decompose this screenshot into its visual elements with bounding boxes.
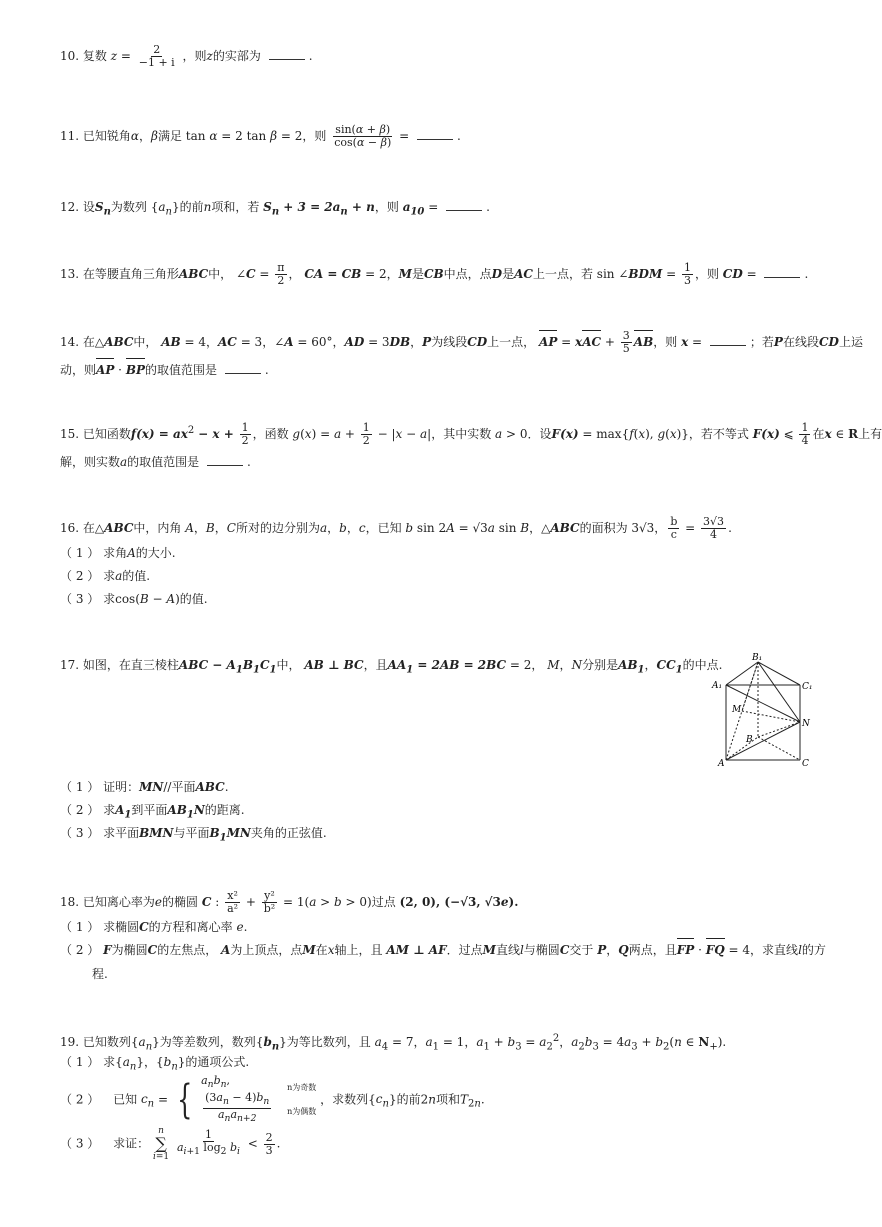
fraction: $\frac{2}{3}$ xyxy=(265,1130,273,1157)
question-11: 11. 已知锐角α，β满足 tan α = 2 tan β = 2，则 $\frac{\sin(\alpha + \beta)}{\cos(\alpha - \beta)}$ = . xyxy=(60,123,461,149)
fraction: $\frac{1}{2}$ xyxy=(362,421,370,447)
label-c1: C₁ xyxy=(802,682,813,692)
fraction: $\frac{1}{4}$ xyxy=(801,421,809,447)
question-18: 18. 已知离心率为e的椭圆 C : $\frac{\text{x²}}{\text{a²}}$ + $\frac{\text{y²}}{\text{b²}}$ = 1(a > b > 0)过点 (2, 0), (−√3, √3e). xyxy=(60,889,519,915)
answer-blank[interactable] xyxy=(207,455,243,466)
fraction: $\frac{1}{a_{i+1} \log_2 b_i}$ xyxy=(176,1128,240,1158)
fraction: $\frac{3√3}{4}$ xyxy=(703,515,725,541)
question-10: 10. 复数 z = $\frac{2}{-1 + i}$ ，则z的实部为 . xyxy=(60,43,313,69)
question-17: 17. 如图，在直三棱柱ABC − $A_1B_1C_1$中， AB ⊥ BC，且$AA_1 = 2AB = 2BC = 2$， M，N分别是$AB_1$，$CC_1$的中点. xyxy=(60,658,723,676)
question-19: 19. 已知数列$\{a_n\}$为等差数列，数列$\{b_n\}$为等比数列，且 $a_4 = 7$，$a_1 = 1$，$a_1 + b_3 = a_2^2$，$a_2b_3 = 4a_3 + b_2(n$ ∈ $N_+$). xyxy=(60,1033,727,1053)
question-14: 14. 在△ABC中， AB = 4，AC = 3，∠A = 60°，AD = 3DB，P为线段CD上一点， AP = xAC + $\frac{3}{5}$ AB，则 x = ；若P在线段CD上运 动，则AP · BP的取值范围是 . xyxy=(60,329,863,377)
label-b: B xyxy=(746,735,753,745)
q17-part-3: （ 3 ） 求平面BMN与平面$B_1MN$夹角的正弦值. xyxy=(60,826,327,844)
question-13: 13. 在等腰直角三角形ABC中， ∠C = $\frac{\pi}{2}$ ， CA = CB = 2，M是CB中点，点D是AC上一点，若 sin ∠BDM = $\frac{1}{3}$ ，则 CD = . xyxy=(60,261,809,287)
q17-part-2: （ 2 ） 求$A_1$到平面$AB_1N$的距离. xyxy=(60,803,245,821)
label-n: N xyxy=(802,719,810,729)
label-m: M xyxy=(732,705,742,715)
q19-part-3: （ 3 ） 求证： n ∑ i=1 $\frac{1}{a_{i+1} \log_2 b_i}$ < $\frac{2}{3}$ . xyxy=(60,1126,281,1162)
label-c: C xyxy=(802,759,809,769)
fraction: $\frac{1}{3}$ xyxy=(683,261,691,287)
q18-part-2-cont: 程. xyxy=(92,967,108,981)
answer-blank[interactable] xyxy=(764,267,800,278)
q16-part-3: （ 3 ） 求cos(B − A)的值. xyxy=(60,592,208,606)
q16-part-1: （ 1 ） 求角A的大小. xyxy=(60,546,176,560)
question-12: 12. 设$S_n$为数列 $\{a_n\}$的前n项和，若 $S_n + 3 = 2a_n + n$，则 $a_{10}$ = . xyxy=(60,200,490,218)
answer-blank[interactable] xyxy=(710,335,746,346)
q17-part-1: （ 1 ） 证明：MN//平面ABC. xyxy=(60,780,229,794)
prism-figure xyxy=(708,652,818,770)
answer-blank[interactable] xyxy=(417,129,453,140)
q18-part-1: （ 1 ） 求椭圆C的方程和离心率 e. xyxy=(60,920,248,934)
fraction: $\frac{\text{x²}}{\text{a²}}$ xyxy=(227,889,239,915)
answer-blank[interactable] xyxy=(269,49,305,60)
fraction: $\frac{\pi}{2}$ xyxy=(277,261,285,287)
fraction: $\frac{(3a_n - 4)b_n}{a_na_{n+2}}$ xyxy=(205,1091,270,1125)
label-b1: B₁ xyxy=(752,653,763,663)
fraction: $\frac{3}{5}$ xyxy=(622,329,630,355)
q19-part-2: （ 2 ） 已知 $c_n$ = { $a_nb_n$, $\frac{(3a_n - 4)b_n}{a_na_{n+2}}$ n为奇数 n为偶数 ，求数列$\{c_n\}$的前2n项和$T_{2n}$. xyxy=(60,1074,485,1125)
answer-blank[interactable] xyxy=(446,200,482,211)
label-a1: A₁ xyxy=(712,681,723,691)
fraction: $\frac{\text{y²}}{\text{b²}}$ xyxy=(263,889,276,915)
question-15: 15. 已知函数$f(x) = ax^2 - x$ + $\frac{1}{2}$ ，函数 g(x) = a + $\frac{1}{2}$ − |x − a|，其中实数 a > 0．设F(x) = max{f(x), g(x)}，若不等式 F(x) ⩽ $\frac{1}{4}$ 在x ∈ R上有 解，则实数a的取值范围是 . xyxy=(60,421,882,469)
q19-part-1: （ 1 ） 求$\{a_n\}$，$\{b_n\}$的通项公式. xyxy=(60,1055,250,1073)
fraction: $\frac{1}{2}$ xyxy=(241,421,249,447)
q18-part-2: （ 2 ） F为椭圆C的左焦点， A为上顶点，点M在x轴上，且 AM ⊥ AF．过点M直线l与椭圆C交于 P，Q两点，且FP · FQ = 4，求直线l的方 xyxy=(60,943,826,957)
fraction: $\frac{\sin(\alpha + \beta)}{\cos(\alpha - \beta)}$ xyxy=(334,123,392,149)
fraction: $\frac{2}{-1 + i}$ xyxy=(138,43,175,69)
q16-part-2: （ 2 ） 求a的值. xyxy=(60,569,151,583)
piecewise-cases: $a_nb_n$, $\frac{(3a_n - 4)b_n}{a_na_{n+2}}$ xyxy=(201,1074,270,1125)
fraction: $\frac{b}{c}$ xyxy=(670,515,678,541)
question-16: 16. 在△ABC中，内角 A，B，C所对的边分别为a，b，c，已知 b sin 2A = √3a sin B，△ABC的面积为 3√3， $\frac{b}{c}$ = $\frac{3√3}{4}$ . xyxy=(60,515,732,541)
label-a: A xyxy=(718,759,725,769)
answer-blank[interactable] xyxy=(225,363,261,374)
